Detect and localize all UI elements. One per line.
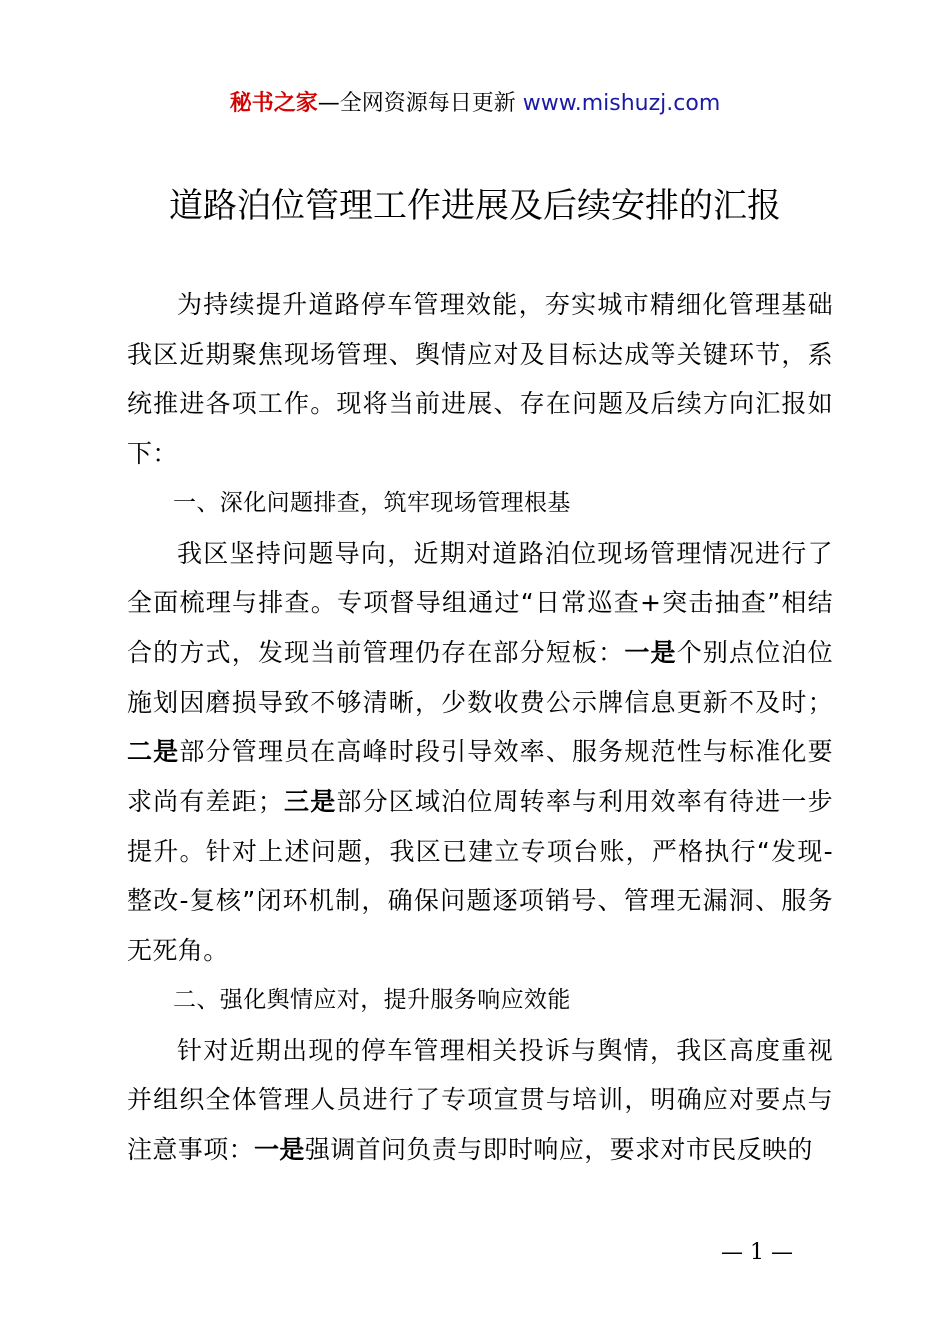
banner-dash: — — [317, 91, 340, 116]
section-2-text-a: 针对近期出现的停车管理相关投诉与舆情，我区高度重视并组织全体管理人员进行了专项宣贯与培训，明确应对要点与注意事项： — [127, 1035, 833, 1164]
section-1-point-1-label: 一是 — [624, 637, 677, 667]
section-2-paragraph — [127, 1026, 833, 1175]
section-1-text-c: 个别点位泊位施划因磨损导致不够清晰，少数收费公示牌信息更新不及时； — [127, 637, 833, 717]
brand-name: 秘书之家 — [229, 91, 318, 116]
section-heading-1: 一、深化问题排查，筑牢现场管理根基 — [173, 489, 571, 516]
section-1-text-d: 部分管理员在高峰时段引导效率、服务规范性与标准化要求尚有差距； — [127, 737, 833, 817]
site-banner — [0, 86, 950, 122]
page-number: — 1 — — [721, 1240, 793, 1265]
section-1-point-3-label: 三是 — [283, 787, 337, 817]
document-title: 道路泊位管理工作进展及后续安排的汇报 — [169, 186, 781, 226]
section-2-point-1-label: 一是 — [254, 1134, 305, 1164]
banner-tagline: 全网资源每日更新 — [339, 91, 516, 116]
intro-paragraph: 为持续提升道路停车管理效能，夯实城市精细化管理基础我区近期聚焦现场管理、舆情应对及目标达成等关键环节，系统推进各项工作。现将当前进展、存在问题及后续方向汇报如下： — [127, 290, 833, 469]
section-2-text-c: 强调首问负责与即时响应，要求对市民反映的 — [304, 1134, 813, 1164]
section-heading-2: 二、强化舆情应对，提升服务响应效能 — [173, 986, 571, 1013]
section-1-point-2-label: 二是 — [127, 737, 180, 767]
section-1-paragraph — [127, 529, 833, 976]
section-1-text-a: 我区坚持问题导向，近期对道路泊位现场管理情况进行了全面梳理与排查。专项督导组通过“日常巡查+突击抽查”相结合的方式，发现当前管理仍存在部分短板： — [127, 538, 833, 667]
section-1-text-e: 部分区域泊位周转率与利用效率有待进一步提升。针对上述问题，我区已建立专项台账，严格执行“发现-整改-复核”闭环机制，确保问题逐项销号、管理无漏洞、服务无死角。 — [127, 787, 833, 966]
banner-url[interactable]: www.mishuzj.com — [522, 91, 721, 116]
document-body — [127, 280, 833, 1175]
